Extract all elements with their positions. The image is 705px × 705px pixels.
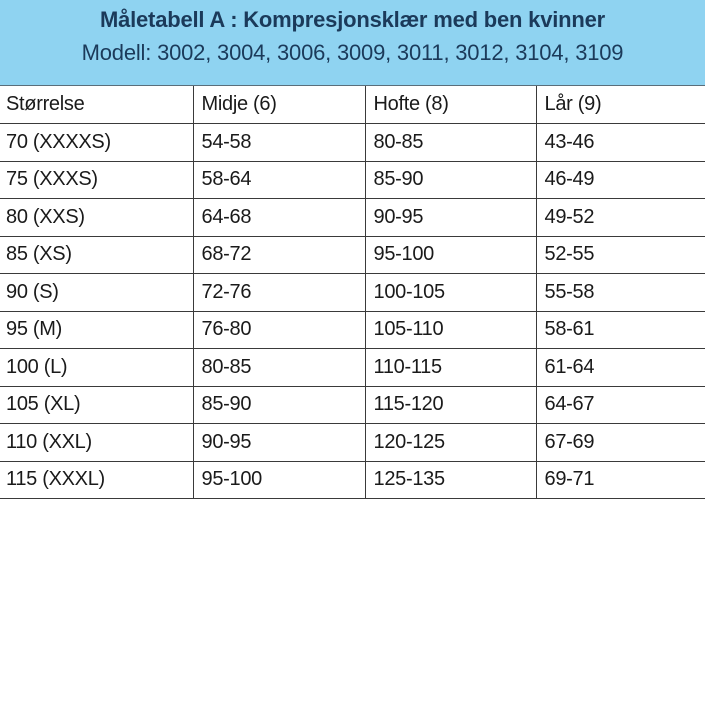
table-row bbox=[0, 236, 705, 274]
table-row bbox=[0, 199, 705, 237]
cell-thigh: 61-64 bbox=[536, 349, 705, 387]
model-list: Modell: 3002, 3004, 3006, 3009, 3011, 3012, 3104, 3109 bbox=[81, 40, 624, 65]
table-header-banner bbox=[0, 0, 705, 86]
table-row bbox=[0, 311, 705, 349]
cell-thigh: 69-71 bbox=[536, 461, 705, 499]
table-row bbox=[0, 461, 705, 499]
cell-size: 75 (XXXS) bbox=[0, 161, 193, 199]
cell-size: 95 (M) bbox=[0, 311, 193, 349]
cell-hip: 120-125 bbox=[365, 424, 536, 462]
cell-hip: 85-90 bbox=[365, 161, 536, 199]
size-table-body bbox=[0, 86, 705, 499]
cell-hip: 100-105 bbox=[365, 274, 536, 312]
cell-waist: 58-64 bbox=[193, 161, 365, 199]
cell-size: 100 (L) bbox=[0, 349, 193, 387]
cell-waist: 85-90 bbox=[193, 386, 365, 424]
column-header-hip: Hofte (8) bbox=[365, 86, 536, 124]
table-row bbox=[0, 386, 705, 424]
cell-thigh: 58-61 bbox=[536, 311, 705, 349]
size-table bbox=[0, 86, 705, 499]
column-header-size: Størrelse bbox=[0, 86, 193, 124]
cell-hip: 110-115 bbox=[365, 349, 536, 387]
cell-waist: 68-72 bbox=[193, 236, 365, 274]
table-row bbox=[0, 274, 705, 312]
cell-thigh: 52-55 bbox=[536, 236, 705, 274]
cell-thigh: 55-58 bbox=[536, 274, 705, 312]
cell-size: 110 (XXL) bbox=[0, 424, 193, 462]
cell-waist: 54-58 bbox=[193, 124, 365, 162]
cell-hip: 105-110 bbox=[365, 311, 536, 349]
cell-thigh: 46-49 bbox=[536, 161, 705, 199]
table-row bbox=[0, 124, 705, 162]
cell-size: 105 (XL) bbox=[0, 386, 193, 424]
table-row bbox=[0, 161, 705, 199]
cell-waist: 64-68 bbox=[193, 199, 365, 237]
cell-hip: 95-100 bbox=[365, 236, 536, 274]
cell-thigh: 49-52 bbox=[536, 199, 705, 237]
cell-thigh: 43-46 bbox=[536, 124, 705, 162]
column-header-thigh: Lår (9) bbox=[536, 86, 705, 124]
column-header-waist: Midje (6) bbox=[193, 86, 365, 124]
cell-thigh: 67-69 bbox=[536, 424, 705, 462]
cell-hip: 90-95 bbox=[365, 199, 536, 237]
cell-size: 90 (S) bbox=[0, 274, 193, 312]
page-title: Måletabell A : Kompresjonsklær med ben kvinner bbox=[99, 7, 606, 32]
cell-hip: 125-135 bbox=[365, 461, 536, 499]
cell-size: 80 (XXS) bbox=[0, 199, 193, 237]
cell-waist: 76-80 bbox=[193, 311, 365, 349]
cell-size: 85 (XS) bbox=[0, 236, 193, 274]
cell-hip: 80-85 bbox=[365, 124, 536, 162]
cell-waist: 90-95 bbox=[193, 424, 365, 462]
cell-hip: 115-120 bbox=[365, 386, 536, 424]
cell-waist: 72-76 bbox=[193, 274, 365, 312]
cell-waist: 95-100 bbox=[193, 461, 365, 499]
cell-thigh: 64-67 bbox=[536, 386, 705, 424]
cell-size: 70 (XXXXS) bbox=[0, 124, 193, 162]
table-row bbox=[0, 424, 705, 462]
cell-size: 115 (XXXL) bbox=[0, 461, 193, 499]
column-header-row bbox=[0, 86, 705, 124]
table-row bbox=[0, 349, 705, 387]
cell-waist: 80-85 bbox=[193, 349, 365, 387]
